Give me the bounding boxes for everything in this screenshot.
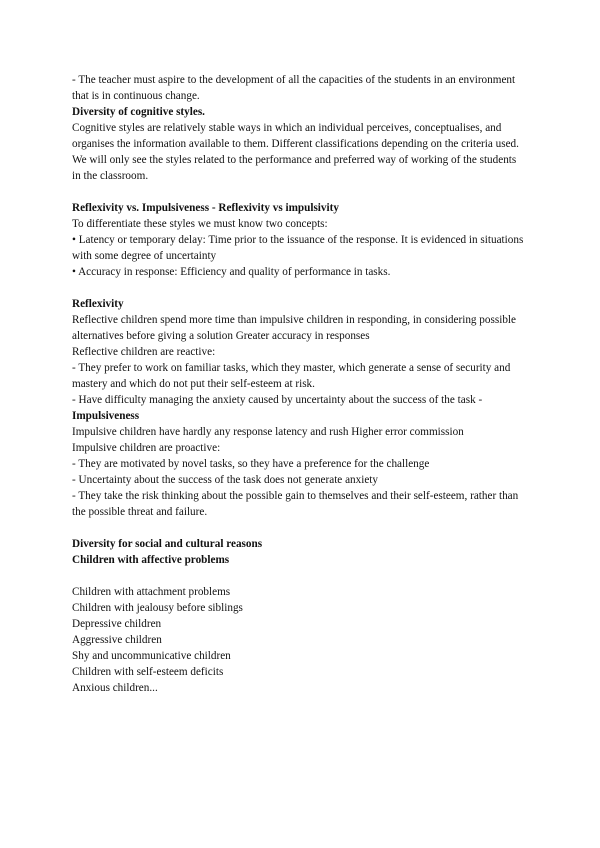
cognitive-styles-paragraph: Cognitive styles are relatively stable ways in which an individual perceives, conceptualises, and organises the information available to them. Different classifications depending on the criteria used.: [72, 122, 519, 150]
reflective-reactive-line: Reflective children are reactive:: [72, 346, 216, 358]
affective-problems-heading: Children with affective problems: [72, 554, 230, 566]
intro-paragraph: - The teacher must aspire to the development of all the capacities of the students in an environment that is in continuous change.: [72, 74, 516, 102]
accuracy-bullet: • Accuracy in response: Efficiency and quality of performance in tasks.: [72, 266, 391, 278]
section-spacer: [72, 280, 524, 296]
reflective-children-paragraph: Reflective children spend more time than impulsive children in responding, in considering possible alternatives before giving a solution Greater accuracy in responses: [72, 314, 516, 342]
latency-bullet: • Latency or temporary delay: Time prior to the issuance of the response. It is evidenced in situations with some degree of uncertainty: [72, 234, 524, 262]
impulsive-risk-line: - They take the risk thinking about the possible gain to themselves and their self-esteem, rather than the possible threat and failure.: [72, 490, 519, 518]
document-page: [72, 72, 524, 696]
list-item: Children with jealousy before siblings: [72, 602, 243, 614]
classroom-styles-paragraph: We will only see the styles related to the performance and preferred way of working of the students in the classroom.: [72, 154, 517, 182]
list-item: Children with self-esteem deficits: [72, 666, 224, 678]
list-item: Children with attachment problems: [72, 586, 231, 598]
impulsive-uncertainty-line: - Uncertainty about the success of the task does not generate anxiety: [72, 474, 378, 486]
reflexivity-heading: Reflexivity: [72, 298, 124, 310]
reflexivity-impulsiveness-heading: Reflexivity vs. Impulsiveness - Reflexivity vs impulsivity: [72, 202, 339, 214]
impulsiveness-heading: Impulsiveness: [72, 410, 140, 422]
list-spacer: [72, 568, 524, 584]
list-item: Shy and uncommunicative children: [72, 650, 231, 662]
section-spacer: [72, 520, 524, 536]
impulsive-proactive-line: Impulsive children are proactive:: [72, 442, 221, 454]
reflective-familiar-tasks: - They prefer to work on familiar tasks, which they master, which generate a sense of security and mastery and which do not put their self-esteem at risk.: [72, 362, 511, 390]
social-cultural-heading: Diversity for social and cultural reasons: [72, 538, 263, 550]
section-spacer: [72, 184, 524, 200]
list-item: Depressive children: [72, 618, 162, 630]
differentiate-paragraph: To differentiate these styles we must know two concepts:: [72, 218, 328, 230]
reflective-anxiety-line: - Have difficulty managing the anxiety caused by uncertainty about the success of the task -: [72, 394, 483, 406]
diversity-cognitive-styles-heading: Diversity of cognitive styles.: [72, 106, 205, 118]
list-item: Anxious children...: [72, 682, 158, 694]
impulsive-novel-tasks: - They are motivated by novel tasks, so they have a preference for the challenge: [72, 458, 430, 470]
impulsive-children-paragraph: Impulsive children have hardly any response latency and rush Higher error commission: [72, 426, 464, 438]
list-item: Aggressive children: [72, 634, 162, 646]
